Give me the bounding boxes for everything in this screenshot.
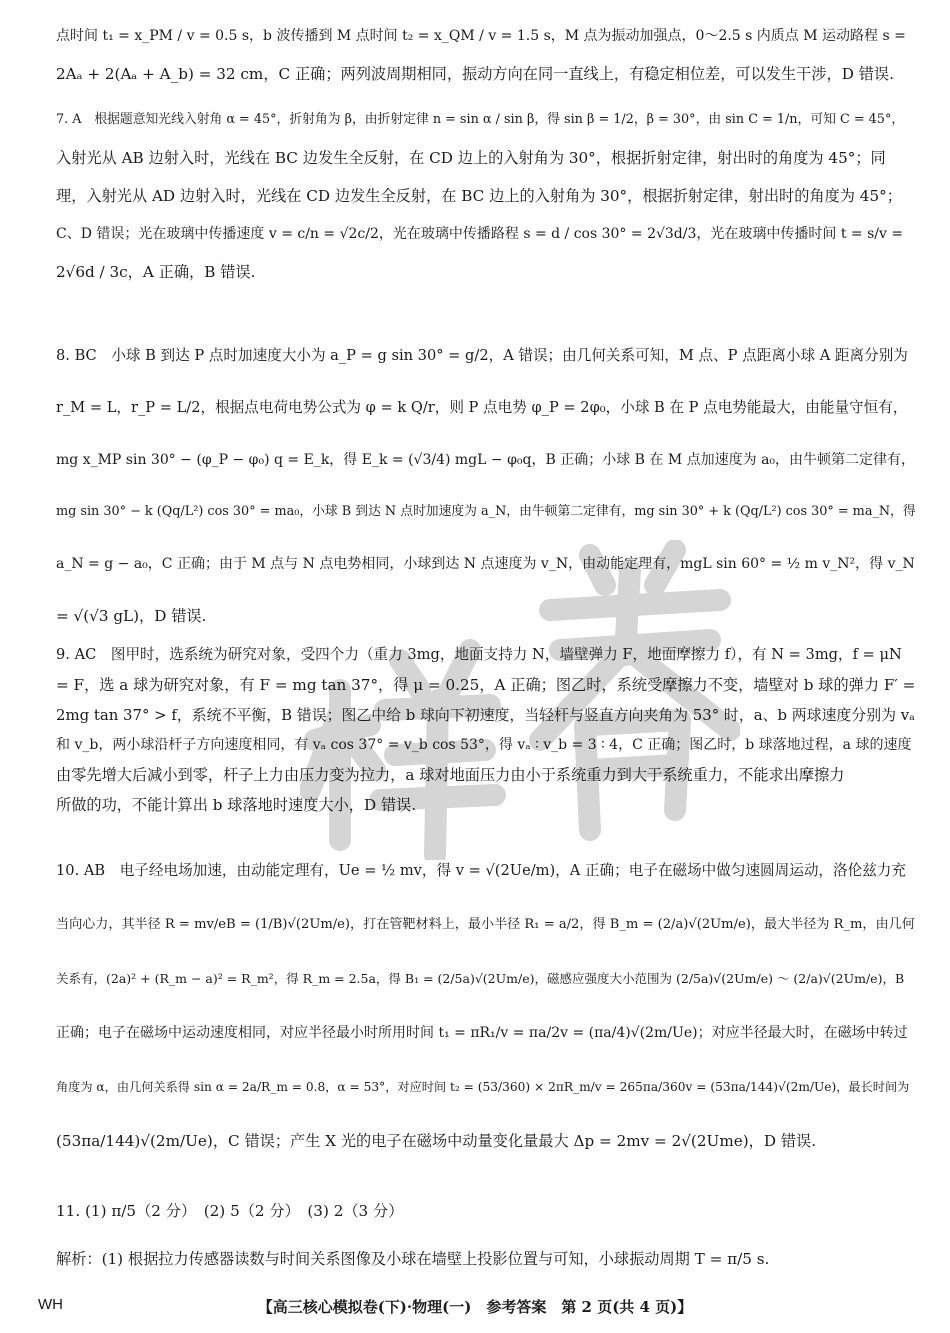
- text-line: 由零先增大后减小到零，杆子上力由压力变为拉力，a 球对地面压力由小于系统重力到大于系统重力，不能求出摩擦力: [56, 766, 845, 784]
- text-line: = √(√3 gL)，D 错误.: [56, 607, 207, 625]
- page-footer: [0, 1296, 950, 1320]
- text-line: r_M = L，r_P = L/2，根据点电荷电势公式为 φ = k Q/r，则 P 点电势 φ_P = 2φ₀，小球 B 在 P 点电势能最大，由能量守恒有，: [56, 399, 908, 416]
- text-line: 和 v_b，两小球沿杆子方向速度相同，有 vₐ cos 37° = v_b cos 53°，得 vₐ ∶ v_b = 3 ∶ 4，C 正确；图乙时，b 球落地过程，a 球的速度: [56, 737, 912, 753]
- text-line: C、D 错误；光在玻璃中传播速度 v = c/n = √2c/2，光在玻璃中传播路程 s = d / cos 30° = 2√3d/3，光在玻璃中传播时间 t = s/v =: [56, 226, 904, 242]
- text-line: 理，入射光从 AD 边射入时，光线在 CD 边发生全反射，在 BC 边上的入射角为 30°，根据折射定律，射出时的角度为 45°；: [56, 187, 902, 205]
- paragraph-q8: [56, 337, 916, 635]
- text-line: 点时间 t₁ = x_PM / v = 0.5 s，b 波传播到 M 点时间 t₂ = x_QM / v = 1.5 s，M 点为振动加强点，0～2.5 s 内质点 M 运动路程 s =: [56, 28, 906, 44]
- text-line: 关系有，(2a)² + (R_m − a)² = R_m²，得 R_m = 2.5a，得 B₁ = (2/5a)√(2Um/e)，磁感应强度大小范围为 (2/5a)√(2Um/e) ～ (2/a)√(2Um/e)，B: [56, 971, 905, 986]
- text-line: 2√6d / 3c，A 正确，B 错误.: [56, 263, 256, 281]
- text-line: mg x_MP sin 30° − (φ_P − φ₀) q = E_k，得 E_k = (√3/4) mgL − φ₀q，B 正确；小球 B 在 M 点加速度为 a₀，由牛顿第二定律有，: [56, 452, 916, 468]
- text-line: 8. BC 小球 B 到达 P 点时加速度大小为 a_P = g sin 30° = g/2，A 错误；由几何关系可知，M 点、P 点距离小球 A 距离分别为: [56, 347, 908, 364]
- paragraph-q9: [56, 640, 916, 820]
- text-line: 当向心力，其半径 R = mv/eB = (1/B)√(2Um/e)，打在管靶材料上，最小半径 R₁ = a/2，得 B_m = (2/a)√(2Um/e)，最大半径为 R_m，由几何: [56, 917, 915, 932]
- text-line: 10. AB 电子经电场加速，由动能定理有，Ue = ½ mv，得 v = √(2Ue/m)，A 正确；电子在磁场中做匀速圆周运动，洛伦兹力充: [56, 862, 906, 879]
- text-line: 所做的功，不能计算出 b 球落地时速度大小，D 错误.: [56, 796, 417, 814]
- text-line: 角度为 α，由几何关系得 sin α = 2a/R_m = 0.8，α = 53°，对应时间 t₂ = (53/360) × 2πR_m/v = 265πa/360v = (53πa/144)√(2m/Ue)，最长时间为: [56, 1080, 910, 1094]
- footer-code: WH: [38, 1296, 63, 1313]
- footer-title: 【高三核心模拟卷(下)·物理(一) 参考答案 第 2 页(共 4 页)】: [257, 1298, 693, 1316]
- paragraph-q6-continued: [56, 17, 916, 93]
- text-line: a_N = g − a₀，C 正确；由于 M 点与 N 点电势相同，小球到达 N 点速度为 v_N，由动能定理有，mgL sin 60° = ½ m v_N²，得 v_N: [56, 556, 915, 572]
- text-line: (53πa/144)√(2m/Ue)，C 错误；产生 X 光的电子在磁场中动量变化量最大 Δp = 2mv = 2√(2Ume)，D 错误.: [56, 1132, 817, 1150]
- text-line: 2Aₐ + 2(Aₐ + A_b) = 32 cm，C 正确；两列波周期相同，振动方向在同一直线上，有稳定相位差，可以发生干涉，D 错误.: [56, 65, 894, 83]
- paragraph-q7: [56, 101, 916, 291]
- text-line: 解析：(1) 根据拉力传感器读数与时间关系图像及小球在墙壁上投影位置与可知，小球振动周期 T = π/5 s.: [56, 1250, 770, 1268]
- text-line: 入射光从 AB 边射入时，光线在 BC 边发生全反射，在 CD 边上的入射角为 30°，根据折射定律，射出时的角度为 45°；同: [56, 149, 886, 167]
- text-line: 11. (1) π/5（2 分） (2) 5（2 分） (3) 2（3 分）: [56, 1202, 404, 1220]
- text-line: 2mg tan 37° > f，系统不平衡，B 错误；图乙中给 b 球向下初速度，当轻杆与竖直方向夹角为 53° 时，a、b 两球速度分别为 vₐ: [56, 706, 915, 724]
- text-line: mg sin 30° − k (Qq/L²) cos 30° = ma₀，小球 B 到达 N 点时加速度为 a_N，由牛顿第二定律有，mg sin 30° + k (Qq/L²) cos 30° = ma_N，得: [56, 504, 916, 519]
- text-line: 正确；电子在磁场中运动速度相同，对应半径最小时所用时间 t₁ = πR₁/v = πa/2v = (πa/4)√(2m/Ue)；对应半径最大时，在磁场中转过: [56, 1025, 908, 1041]
- text-line: = F，选 a 球为研究对象，有 F = mg tan 37°，得 μ = 0.25，A 正确；图乙时，系统受摩擦力不变，墙壁对 b 球的弹力 F′ =: [56, 676, 916, 694]
- text-line: 9. AC 图甲时，选系统为研究对象，受四个力（重力 3mg，地面支持力 N，墙壁弹力 F，地面摩擦力 f），有 N = 3mg，f = μN: [56, 646, 902, 663]
- paragraph-q10: [56, 852, 916, 1160]
- text-line: 7. A 根据题意知光线入射角 α = 45°，折射角为 β，由折射定律 n = sin α / sin β，得 sin β = 1/2，β = 30°，由 sin C = 1/n，可知 C = 45°，: [56, 112, 905, 127]
- paragraph-q11: [56, 1192, 916, 1278]
